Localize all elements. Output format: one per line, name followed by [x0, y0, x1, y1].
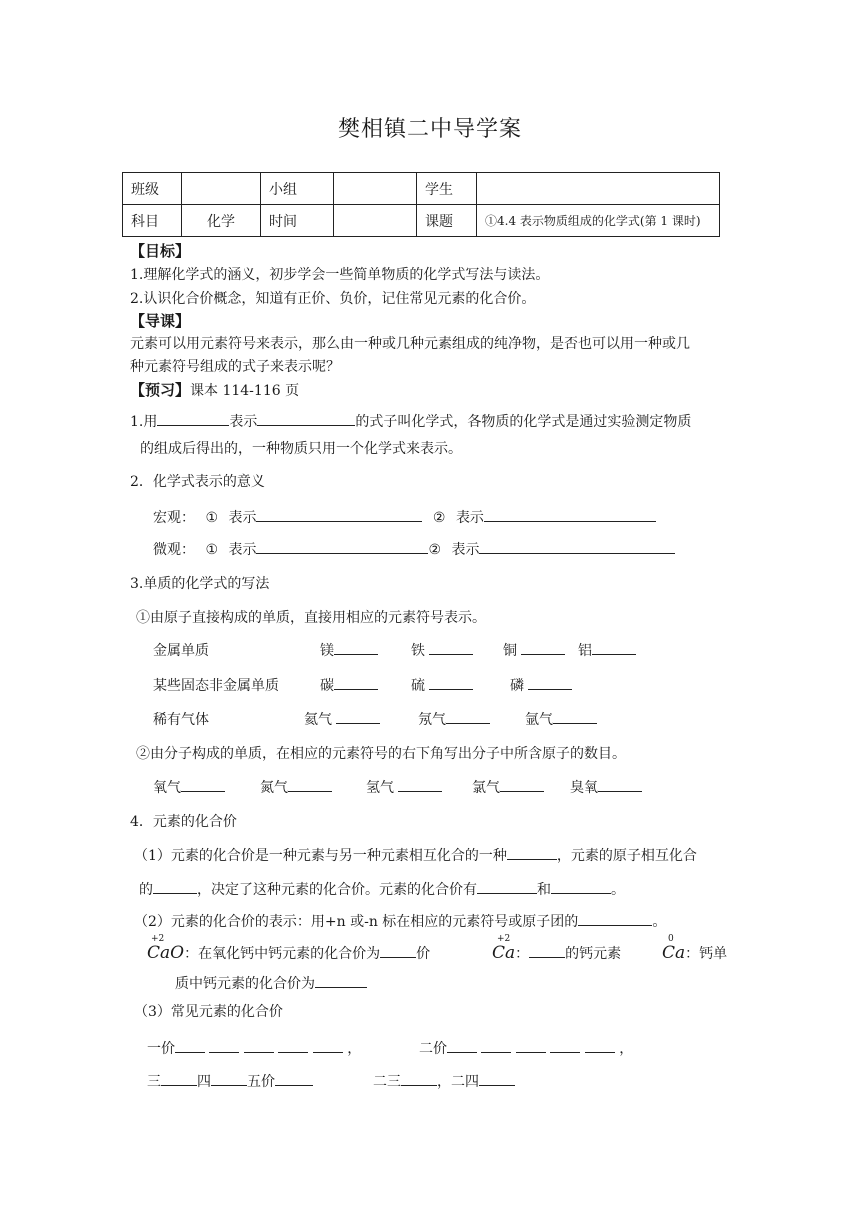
metal-label: 金属单质: [153, 643, 209, 659]
one-blank-2[interactable]: [209, 1038, 239, 1053]
s-item: [411, 675, 473, 695]
cao-line: [147, 943, 430, 963]
five-blank[interactable]: [275, 1071, 313, 1086]
time-label: 时间: [261, 205, 334, 237]
three-blank[interactable]: [161, 1071, 197, 1086]
e3: ：钙单: [685, 946, 728, 962]
ar-item: [525, 709, 597, 729]
class-label: 班级: [123, 173, 182, 205]
e1b: 价: [416, 946, 431, 962]
valence-variable-line: [373, 1071, 515, 1091]
q4-p2: [134, 911, 666, 931]
info-table: [122, 172, 720, 237]
s-blank[interactable]: [429, 675, 473, 690]
o3-item: [570, 777, 642, 797]
al-blank[interactable]: [592, 640, 636, 655]
valence-one-line: [147, 1038, 361, 1058]
n2-label: 氮气: [260, 780, 288, 796]
o3-blank[interactable]: [598, 777, 642, 792]
preview-heading: 【预习】: [130, 381, 191, 399]
two-four-label: ，二四: [437, 1074, 479, 1090]
cu-item: [503, 640, 565, 660]
ca-formula-1: Ca: [492, 943, 516, 963]
cu-blank[interactable]: [521, 640, 565, 655]
goal-item-1: 1.理解化学式的涵义，初步学会一些简单物质的化学式写法与读法。: [130, 267, 550, 283]
intro-line-2: 种元素符号组成的式子来表示呢？: [130, 359, 340, 375]
goal-item-2: 2.认识化合价概念，知道有正价、负价，记住常见元素的化合价。: [130, 291, 536, 307]
q1-line-1: [130, 411, 691, 431]
one-comma: ，: [347, 1041, 362, 1057]
fe-blank[interactable]: [429, 640, 473, 655]
e2: ：: [515, 946, 530, 962]
topic-value: ①4.4 表示物质组成的化学式(第 1 课时): [477, 205, 720, 237]
mg-item: [320, 640, 378, 660]
q4-p1-line1: [134, 845, 697, 865]
h2-blank[interactable]: [398, 777, 442, 792]
student-value[interactable]: [477, 173, 720, 205]
ca-formula-2: Ca: [662, 943, 686, 963]
q4-p3: （3）常见元素的化合价: [134, 1004, 283, 1020]
ca-valence-zero: 0: [668, 934, 674, 944]
p1-blank-1[interactable]: [507, 845, 557, 860]
e2-blank[interactable]: [529, 943, 565, 958]
q2-heading: 2．化学式表示的意义: [130, 474, 265, 490]
two-three-label: 二三: [373, 1074, 401, 1090]
c-blank[interactable]: [334, 675, 378, 690]
macro-blank-2[interactable]: [484, 507, 656, 522]
p1a: （1）元素的化合价是一种元素与另一种元素相互化合的一种: [134, 848, 507, 864]
o2-item: [153, 777, 225, 797]
one-blank-3[interactable]: [244, 1038, 274, 1053]
class-value[interactable]: [182, 173, 261, 205]
five-label: 五价: [247, 1074, 275, 1090]
page-title: 樊相镇二中导学案: [337, 117, 522, 142]
ca-zero-line: [662, 943, 727, 963]
two-comma: ，: [619, 1041, 634, 1057]
one-label: 一价: [147, 1041, 175, 1057]
p1-blank-2[interactable]: [153, 879, 197, 894]
q4-heading: 4．元素的化合价: [130, 814, 237, 830]
e1-blank[interactable]: [380, 943, 416, 958]
he-label: 氦气: [304, 712, 332, 728]
two-blank-5[interactable]: [585, 1038, 615, 1053]
q3-sub2: ②由分子构成的单质，在相应的元素符号的右下角写出分子中所含原子的数目。: [136, 746, 626, 762]
ne-item: [418, 709, 490, 729]
micro-label: 微观：: [153, 542, 195, 558]
al-item: [578, 640, 636, 660]
p-label: 磷: [510, 678, 524, 694]
macro-num-1: ①: [205, 510, 219, 526]
preview-ref: 课本 114-116 页: [190, 383, 300, 399]
cl2-label: 氯气: [472, 780, 500, 796]
q3-heading: 3.单质的化学式的写法: [130, 576, 270, 592]
o2-blank[interactable]: [181, 777, 225, 792]
p-item: [510, 675, 572, 695]
e1: ：在氧化钙中钙元素的化合价为: [184, 946, 381, 962]
one-blank-1[interactable]: [175, 1038, 205, 1053]
p1-blank-4[interactable]: [551, 879, 611, 894]
q1-text-c: 的式子叫化学式，各物质的化学式是通过实验测定物质: [355, 414, 692, 430]
two-three-blank[interactable]: [401, 1071, 437, 1086]
four-label: 四: [197, 1074, 211, 1090]
valence-three-line: [147, 1071, 313, 1091]
e2b: 的钙元素: [565, 946, 622, 962]
e3-blank[interactable]: [315, 973, 367, 988]
q1-text-a: 1.用: [130, 414, 158, 430]
h2-item: [366, 777, 442, 797]
macro-label: 宏观：: [153, 510, 195, 526]
table-row: [123, 173, 720, 205]
s-label: 硫: [411, 678, 425, 694]
he-item: [304, 709, 380, 729]
ne-label: 氖气: [418, 712, 446, 728]
intro-line-1: 元素可以用元素符号来表示，那么由一种或几种元素组成的纯净物，是否也可以用一种或几: [130, 336, 690, 352]
table-row: [123, 205, 720, 237]
cao-formula: CaO: [147, 943, 185, 963]
mg-label: 镁: [320, 643, 334, 659]
he-blank[interactable]: [336, 709, 380, 724]
micro-blank-2[interactable]: [479, 539, 675, 554]
goal-heading: 【目标】: [130, 242, 191, 260]
one-blank-5[interactable]: [313, 1038, 343, 1053]
ar-blank[interactable]: [553, 709, 597, 724]
cu-label: 铜: [503, 643, 517, 659]
o2-label: 氧气: [153, 780, 181, 796]
q1-blank-2[interactable]: [257, 411, 355, 426]
q2-macro-line: [153, 507, 656, 527]
p2: （2）元素的化合价的表示：用+n 或-n 标在相应的元素符号或原子团的: [134, 914, 579, 930]
q1-line-2: 的组成后得出的，一种物质只用一个化学式来表示。: [140, 441, 462, 457]
e3b: 质中钙元素的化合价为: [175, 976, 315, 992]
group-value[interactable]: [334, 173, 417, 205]
student-label: 学生: [417, 173, 477, 205]
p1-blank-3[interactable]: [477, 879, 537, 894]
two-blank-1[interactable]: [447, 1038, 477, 1053]
ne-blank[interactable]: [446, 709, 490, 724]
al-label: 铝: [578, 643, 592, 659]
valence-two-line: [419, 1038, 633, 1058]
o3-label: 臭氧: [570, 780, 598, 796]
q1-blank-1[interactable]: [157, 411, 229, 426]
topic-label: 课题: [417, 205, 477, 237]
micro-num-2: ②: [428, 542, 442, 558]
four-blank[interactable]: [211, 1071, 247, 1086]
subject-value: 化学: [182, 205, 261, 237]
mg-blank[interactable]: [334, 640, 378, 655]
cao-valence: +2: [151, 934, 165, 944]
e3-continued: [175, 973, 367, 993]
p2-blank[interactable]: [578, 911, 652, 926]
two-four-blank[interactable]: [479, 1071, 515, 1086]
two-blank-3[interactable]: [516, 1038, 546, 1053]
gas-label: 稀有气体: [153, 712, 209, 728]
fe-label: 铁: [411, 643, 425, 659]
n2-blank[interactable]: [288, 777, 332, 792]
fe-item: [411, 640, 473, 660]
time-value[interactable]: [334, 205, 417, 237]
p1d: ，决定了这种元素的化合价。元素的化合价有: [197, 882, 477, 898]
p2end: 。: [652, 914, 667, 930]
q2-micro-line: [153, 539, 675, 559]
cl2-blank[interactable]: [500, 777, 544, 792]
ca-plus2-line: [492, 943, 621, 963]
subject-label: 科目: [123, 205, 182, 237]
p1b: ，元素的原子相互化合: [556, 848, 697, 864]
ca-valence-plus2: +2: [497, 934, 511, 944]
n2-item: [260, 777, 332, 797]
macro-blank-1[interactable]: [256, 507, 422, 522]
micro-blank-1[interactable]: [256, 539, 428, 554]
micro-num-1: ①: [205, 542, 219, 558]
micro-rep-1: 表示: [228, 542, 257, 558]
two-label: 二价: [419, 1041, 447, 1057]
nonmetal-label: 某些固态非金属单质: [153, 678, 279, 694]
preview-line: [130, 379, 299, 400]
q4-p1-line2: [139, 879, 625, 899]
group-label: 小组: [261, 173, 334, 205]
macro-rep-1: 表示: [228, 510, 257, 526]
p-blank[interactable]: [528, 675, 572, 690]
c-label: 碳: [320, 678, 334, 694]
p1f: 。: [611, 882, 625, 898]
q3-sub1: ①由原子直接构成的单质，直接用相应的元素符号表示。: [136, 610, 486, 626]
one-blank-4[interactable]: [278, 1038, 308, 1053]
macro-rep-2: 表示: [455, 510, 484, 526]
macro-num-2: ②: [432, 510, 446, 526]
q1-text-b: 表示: [229, 414, 258, 430]
intro-heading: 【导课】: [130, 312, 191, 330]
two-blank-4[interactable]: [550, 1038, 580, 1053]
p1e: 和: [537, 882, 551, 898]
p1c: 的: [139, 882, 153, 898]
two-blank-2[interactable]: [481, 1038, 511, 1053]
c-item: [320, 675, 378, 695]
cl2-item: [472, 777, 544, 797]
three-label: 三: [147, 1074, 161, 1090]
micro-rep-2: 表示: [451, 542, 480, 558]
ar-label: 氩气: [525, 712, 553, 728]
h2-label: 氢气: [366, 780, 394, 796]
